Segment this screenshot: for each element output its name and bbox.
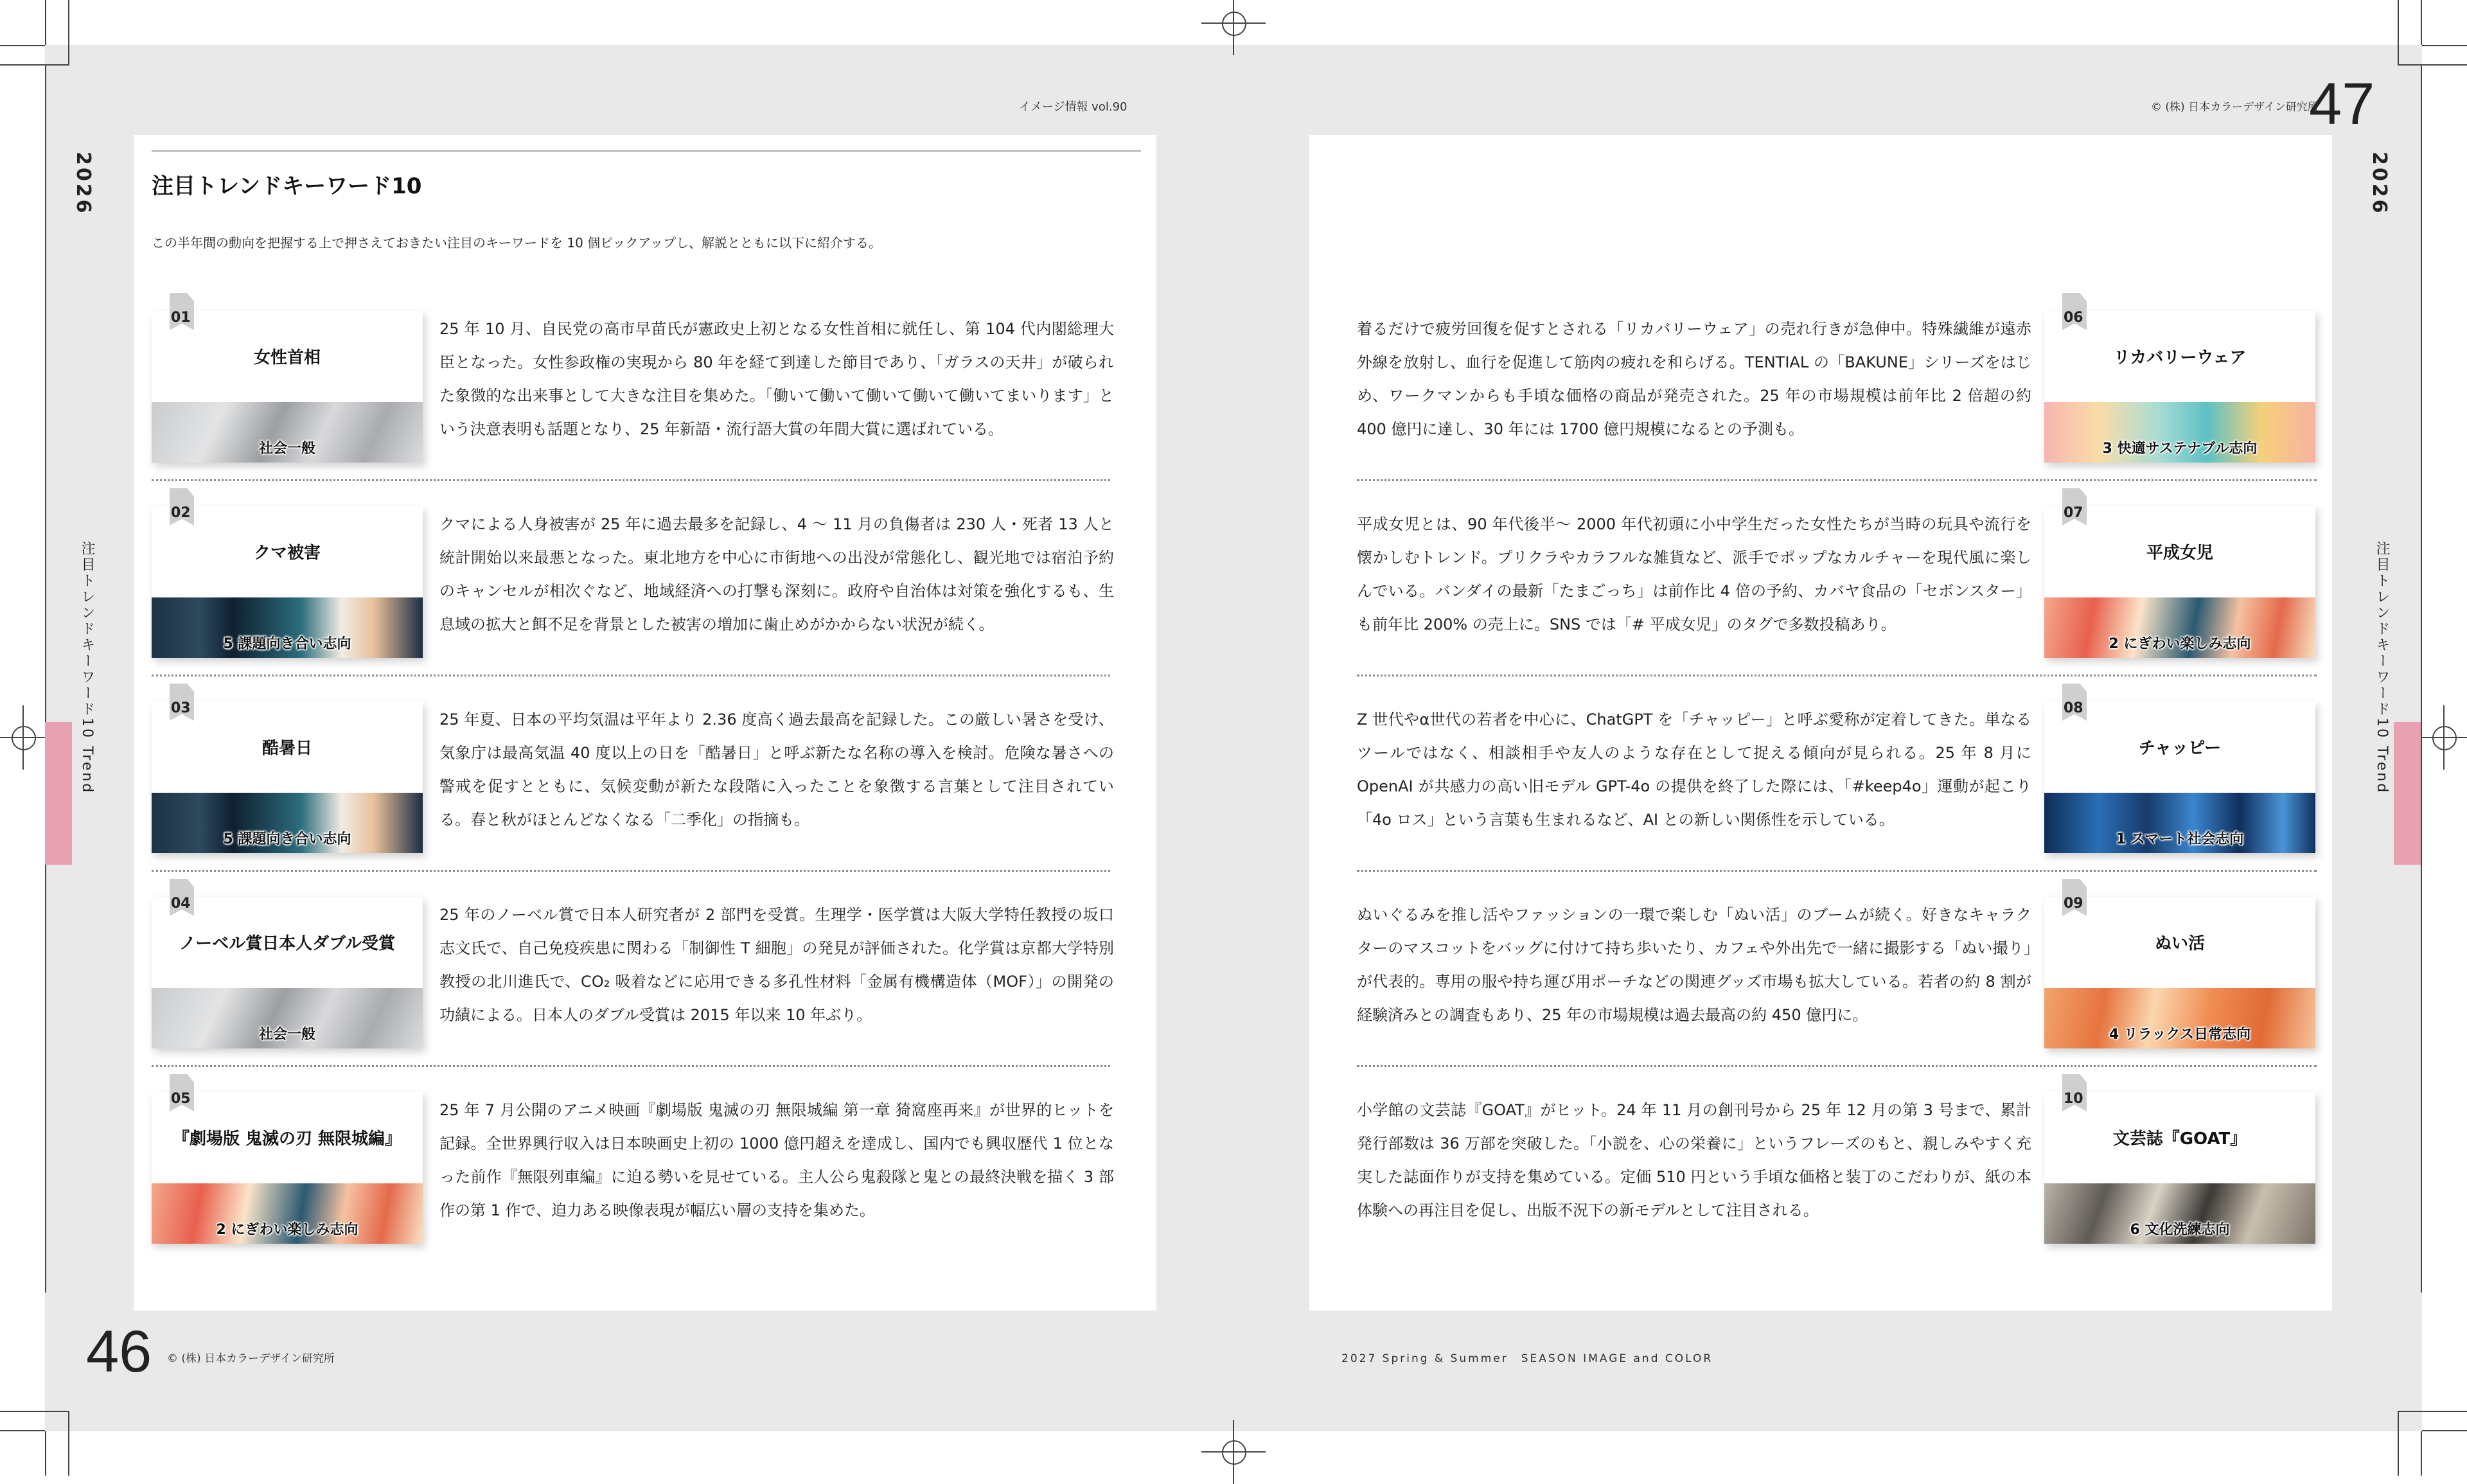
crop-mark (0, 1411, 69, 1412)
keyword-number: 08 (2064, 700, 2083, 716)
keyword-item-08 (1357, 677, 2317, 847)
category-image (2044, 402, 2315, 463)
category-image (152, 1183, 423, 1244)
keyword-description: 小学館の文芸誌『GOAT』がヒット。24 年 11 月の創刊号から 25 年 12 月の第 3 号まで、累計発行部数は 36 万部を突破した。「小説を、心の栄養に」というフレーズのもと、親しみやすく充実した誌面作りが支持を集めている。定価 510 円という手頃な価格と装丁のこだわりが、紙の本体験への再注目を促し、出版不況下の新モデルとして注目される。 (1357, 1101, 2031, 1219)
keyword-title: ノーベル賞日本人ダブル受賞 (179, 934, 396, 953)
category-image (152, 597, 423, 658)
keyword-title: 酷暑日 (261, 739, 312, 758)
category-image (152, 988, 423, 1048)
registration-mark (1216, 5, 1251, 41)
keyword-item-05 (152, 1068, 1114, 1238)
crop-mark (68, 0, 69, 64)
keyword-card (152, 506, 423, 658)
keyword-title: ぬい活 (2154, 934, 2205, 953)
running-head: イメージ情報 vol.90 (1019, 100, 1127, 114)
item-divider (1357, 675, 2317, 676)
keyword-title: チャッピー (2138, 739, 2222, 758)
registration-mark (1216, 1434, 1251, 1470)
keyword-number: 07 (2064, 505, 2083, 521)
item-divider (1357, 479, 2317, 481)
crop-mark (0, 64, 69, 66)
keyword-description: 平成女児とは、90 年代後半〜 2000 年代初頭に小中学生だった女性たちが当時の玩具や流行を懐かしむトレンド。プリクラやカラフルな雑貨など、派手でポップなカルチャーを現代風に楽しんでいる。バンダイの最新「たまごっち」は前作比 4 倍の予約、カバヤ食品の「セボンスター」も前年比 200% の売上に。SNS では「# 平成女児」のタグで多数投稿あり。 (1357, 515, 2031, 633)
intro-text: この半年間の動向を把握する上で押さえておきたい注目のキーワードを 10 個ピックアップし、解説とともに以下に紹介する。 (152, 235, 881, 251)
keyword-title: 『劇場版 鬼滅の刃 無限城編』 (172, 1129, 402, 1149)
keyword-number: 09 (2064, 896, 2083, 912)
keyword-number: 04 (171, 896, 191, 912)
crop-mark (2398, 64, 2467, 66)
bleed-line (45, 64, 46, 1293)
keyword-number: 06 (2064, 310, 2083, 326)
keyword-item-09 (1357, 872, 2317, 1043)
category-label: 6 文化洗練志向 (2130, 1222, 2230, 1238)
keyword-description: 25 年 7 月公開のアニメ映画『劇場版 鬼滅の刃 無限城編 第一章 猗窩座再来』が世界的ヒットを記録。全世界興行収入は日本映画史上初の 1000 億円超えを達成し、国内でも興収歴代 1 位となった前作『無限列車編』に迫る勢いを見せている。主人公ら鬼殺隊と鬼との最終決戦を描く 3 部作の第 1 作で、迫力ある映像表現が幅広い層の支持を集めた。 (439, 1101, 1114, 1219)
crop-mark (2422, 45, 2467, 46)
category-label: 2 にぎわい楽しみ志向 (216, 1222, 358, 1238)
keyword-card (2044, 897, 2315, 1048)
category-image (2044, 988, 2315, 1048)
crop-mark (2398, 1412, 2399, 1476)
item-divider (152, 675, 1110, 676)
heading-rule (152, 150, 1141, 152)
keyword-number: 02 (171, 505, 191, 521)
category-image (2044, 793, 2315, 853)
keyword-card (152, 702, 423, 853)
bleed-line (2421, 64, 2422, 1293)
category-label: 1 スマート社会志向 (2116, 831, 2244, 847)
vertical-section-title: 注目トレンドキーワード10 Trend (79, 541, 95, 795)
crop-mark (45, 0, 46, 45)
keyword-number: 01 (171, 310, 191, 326)
keyword-description: クマによる人身被害が 25 年に過去最多を記録し、4 〜 11 月の負傷者は 230 人・死者 13 人と統計開始以来最悪となった。東北地方を中心に市街地への出没が常態化し、観光地では宿泊予約のキャンセルが相次ぐなど、地域経済への打撃も深刻に。政府や自治体は対策を強化するも、生息域の拡大と餌不足を背景とした被害の増加に歯止めがかからない状況が続く。 (439, 515, 1114, 633)
category-label: 社会一般 (258, 441, 315, 457)
category-label: 3 快適サステナブル志向 (2102, 441, 2258, 457)
keyword-card (2044, 702, 2315, 853)
section-tab (2394, 722, 2421, 865)
keyword-description: 25 年 10 月、自民党の高市早苗氏が憲政史上初となる女性首相に就任し、第 104 代内閣総理大臣となった。女性参政権の実現から 80 年を経て到達した節目であり、「ガラスの天井」が破られた象徴的な出来事として大きな注目を集めた。「働いて働いて働いて働いて働いてまいります」という決意表明も話題となり、25 年新語・流行語大賞の年間大賞に選ばれている。 (439, 320, 1114, 438)
category-label: 5 課題向き合い志向 (223, 636, 351, 652)
keyword-description: 25 年夏、日本の平均気温は平年より 2.36 度高く過去最高を記録した。この厳しい暑さを受け、気象庁は最高気温 40 度以上の日を「酷暑日」と呼ぶ新たな名称の導入を検討。危険な暑さへの警戒を促すとともに、気候変動が新たな段階に入ったことを象徴する言葉として注目されている。春と秋がほとんどなくなる「二季化」の指摘も。 (439, 711, 1114, 829)
crop-mark (68, 1412, 69, 1476)
category-label: 2 にぎわい楽しみ志向 (2109, 636, 2251, 652)
keyword-title: 文芸誌『GOAT』 (2112, 1129, 2247, 1149)
keyword-card (2044, 506, 2315, 658)
crop-mark (2398, 1411, 2467, 1412)
keyword-card (152, 1092, 423, 1244)
crop-mark (2421, 0, 2422, 45)
keyword-item-03 (152, 677, 1114, 847)
keyword-card (2044, 1092, 2315, 1244)
keyword-item-04 (152, 872, 1114, 1043)
crop-mark (2398, 0, 2399, 64)
keyword-title: 平成女児 (2146, 543, 2213, 563)
keyword-item-07 (1357, 482, 2317, 652)
keyword-card (152, 311, 423, 463)
keyword-description: Z 世代やα世代の若者を中心に、ChatGPT を「チャッピー」と呼ぶ愛称が定着してきた。単なるツールではなく、相談相手や友人のような存在として捉える傾向が見られる。25 年 8 月に OpenAI が共感力の高い旧モデル GPT-4o の提供を終了した際には、「#keep4o」運動が起こり「4o ロス」という言葉も生まれるなど、AI との新しい関係性を示している。 (1357, 711, 2031, 829)
crop-mark (0, 1430, 45, 1431)
category-image (2044, 597, 2315, 658)
magazine-footer: 2027 Spring & Summer SEASON IMAGE and COLOR (1341, 1352, 1713, 1365)
item-divider (152, 870, 1110, 872)
category-image (152, 793, 423, 853)
keyword-number: 03 (171, 700, 191, 716)
category-image (2044, 1183, 2315, 1244)
item-divider (1357, 870, 2317, 872)
crop-mark (45, 1431, 46, 1476)
keyword-card (2044, 311, 2315, 463)
copyright: © (株) 日本カラーデザイン研究所 (167, 1352, 335, 1365)
category-image (152, 402, 423, 463)
copyright: © (株) 日本カラーデザイン研究所 (2151, 101, 2319, 114)
keyword-item-10 (1357, 1068, 2317, 1238)
category-label: 5 課題向き合い志向 (223, 831, 351, 847)
keyword-item-01 (152, 287, 1114, 457)
section-title: 注目トレンドキーワード10 (152, 173, 422, 199)
crop-mark (2422, 1430, 2467, 1431)
item-divider (152, 1065, 1110, 1067)
section-tab (45, 722, 72, 865)
page-number: 47 (2309, 71, 2375, 137)
page-number: 46 (86, 1319, 152, 1384)
registration-mark (2426, 720, 2462, 755)
keyword-description: ぬいぐるみを推し活やファッションの一環で楽しむ「ぬい活」のブームが続く。好きなキャラクターのマスコットをバッグに付けて持ち歩いたり、カフェや外出先で一緒に撮影する「ぬい撮り」が代表的。専用の服や持ち運び用ポーチなどの関連グッズ市場も拡大している。若者の約 8 割が経験済みとの調査もあり、25 年の市場規模は過去最高の約 450 億円に。 (1357, 906, 2031, 1024)
keyword-item-02 (152, 482, 1114, 652)
keyword-card (152, 897, 423, 1048)
keyword-title: クマ被害 (253, 543, 321, 563)
crop-mark (0, 45, 45, 46)
year-label: 2026 (72, 152, 94, 216)
keyword-number: 05 (171, 1091, 191, 1107)
keyword-title: 女性首相 (253, 348, 321, 367)
item-divider (152, 479, 1110, 481)
registration-mark (5, 720, 41, 755)
item-divider (1357, 1065, 2317, 1067)
category-label: 4 リラックス日常志向 (2109, 1027, 2251, 1043)
keyword-item-06 (1357, 287, 2317, 457)
category-label: 社会一般 (258, 1027, 315, 1043)
keyword-description: 25 年のノーベル賞で日本人研究者が 2 部門を受賞。生理学・医学賞は大阪大学特任教授の坂口志文氏で、自己免疫疾患に関わる「制御性 T 細胞」の発見が評価された。化学賞は京都大学特別教授の北川進氏で、CO₂ 吸着などに応用できる多孔性材料「金属有機構造体（MOF）」の開発の功績による。日本人のダブル受賞は 2015 年以来 10 年ぶり。 (439, 906, 1114, 1024)
keyword-title: リカバリーウェア (2113, 348, 2247, 367)
keyword-number: 10 (2064, 1091, 2083, 1107)
keyword-description: 着るだけで疲労回復を促すとされる「リカバリーウェア」の売れ行きが急伸中。特殊繊維が遠赤外線を放射し、血行を促進して筋肉の疲れを和らげる。TENTIAL の「BAKUNE」シリーズをはじめ、ワークマンからも手頃な価格の商品が発売された。25 年の市場規模は前年比 2 倍超の約 400 億円に達し、30 年には 1700 億円規模になるとの予測も。 (1357, 320, 2031, 438)
year-label: 2026 (2368, 152, 2391, 216)
vertical-section-title: 注目トレンドキーワード10 Trend (2374, 541, 2390, 795)
crop-mark (2421, 1431, 2422, 1476)
